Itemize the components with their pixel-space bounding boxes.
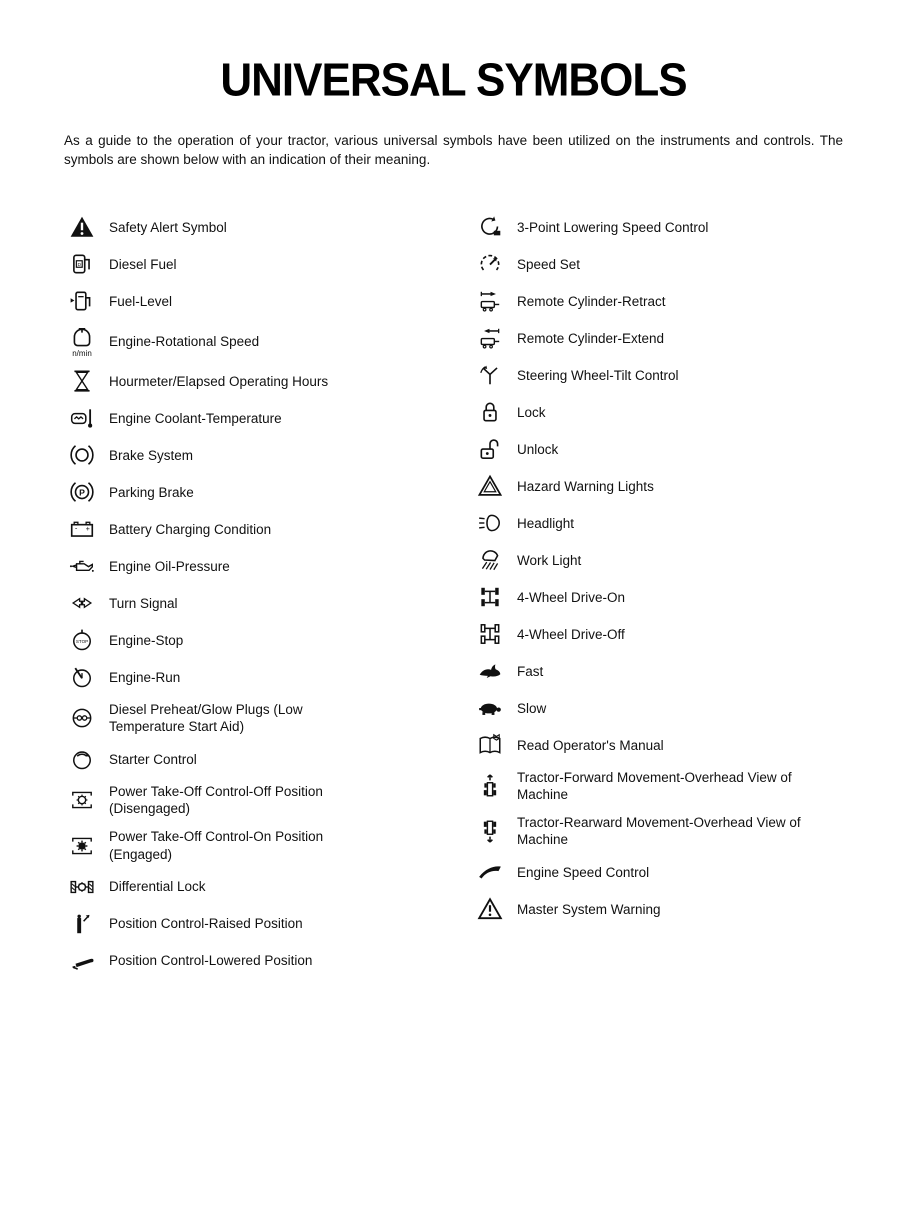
symbol-label: Engine-Rotational Speed: [109, 333, 260, 349]
svg-text:-: -: [74, 524, 78, 534]
symbol-row: [472, 859, 843, 886]
engine-coolant-temperature-icon: [64, 405, 100, 431]
symbol-row: [472, 547, 843, 574]
symbol-row: [472, 436, 843, 463]
svg-text:D: D: [77, 262, 82, 269]
symbol-label: Diesel Fuel: [109, 256, 177, 272]
symbol-label: Tractor-Forward Movement-Overhead View of Machine: [517, 769, 792, 803]
symbol-row: [472, 473, 843, 500]
symbol-row: [64, 479, 472, 506]
symbol-label: 3-Point Lowering Speed Control: [517, 219, 709, 235]
fuel-level-icon: [64, 288, 100, 314]
symbol-row: [472, 732, 843, 759]
symbol-label: Turn Signal: [109, 595, 178, 611]
symbol-row: [64, 947, 472, 974]
svg-text:+: +: [85, 526, 90, 534]
tractor-rearward-icon: [472, 818, 508, 844]
symbol-label: Power Take-Off Control-On Position (Engaged): [109, 828, 324, 862]
three-point-lowering-icon: [472, 214, 508, 240]
unlock-icon: [472, 436, 508, 462]
diesel-fuel-icon: [64, 251, 100, 277]
symbol-row: [472, 362, 843, 389]
glow-plug-icon: [64, 705, 100, 731]
engine-run-icon: [64, 664, 100, 690]
symbol-row: [64, 910, 472, 937]
symbol-label: Fuel-Level: [109, 293, 173, 309]
hourmeter-icon: [64, 368, 100, 394]
symbol-row: [64, 325, 472, 358]
symbol-label: Position Control-Raised Position: [109, 915, 303, 931]
symbol-label: Steering Wheel-Tilt Control: [517, 367, 679, 383]
remote-cylinder-retract-icon: [472, 288, 508, 314]
steering-tilt-icon: [472, 362, 508, 388]
symbol-row: [472, 325, 843, 352]
symbol-row: [64, 746, 472, 773]
symbol-row: [64, 873, 472, 900]
page-title: UNIVERSAL SYMBOLS: [220, 54, 687, 107]
safety-alert-icon: [64, 214, 100, 240]
symbol-row: [64, 516, 472, 543]
symbol-label: Diesel Preheat/Glow Plugs (Low Temperature Start Aid): [109, 701, 303, 735]
symbol-label: 4-Wheel Drive-Off: [517, 626, 625, 642]
symbol-label: Engine Oil-Pressure: [109, 558, 230, 574]
symbol-row: [64, 553, 472, 580]
symbol-label: 4-Wheel Drive-On: [517, 589, 626, 605]
symbol-row: [472, 251, 843, 278]
slow-icon: [472, 695, 508, 721]
lock-icon: [472, 399, 508, 425]
symbol-label: Engine Coolant-Temperature: [109, 410, 282, 426]
svg-text:P: P: [79, 487, 85, 498]
symbol-label: Read Operator's Manual: [517, 737, 664, 753]
symbol-label: Safety Alert Symbol: [109, 219, 227, 235]
symbol-label: Starter Control: [109, 751, 197, 767]
symbol-label: Headlight: [517, 515, 575, 531]
work-light-icon: [472, 547, 508, 573]
symbol-row: [472, 769, 843, 804]
symbol-label: Differential Lock: [109, 878, 206, 894]
symbol-row: [472, 621, 843, 648]
engine-speed-control-icon: [472, 859, 508, 885]
symbol-label: Remote Cylinder-Retract: [517, 293, 666, 309]
symbol-label: Tractor-Rearward Movement-Overhead View of Machine: [517, 814, 801, 848]
symbol-label: Work Light: [517, 552, 582, 568]
symbol-label: Fast: [517, 663, 544, 679]
starter-control-icon: [64, 746, 100, 772]
symbol-row: [472, 695, 843, 722]
symbol-label: Power Take-Off Control-Off Position (Disengaged): [109, 783, 323, 817]
symbol-label: Parking Brake: [109, 484, 194, 500]
symbol-column-right: [472, 214, 843, 933]
symbol-label: Remote Cylinder-Extend: [517, 330, 665, 346]
four-wheel-drive-on-icon: [472, 584, 508, 610]
position-raised-icon: [64, 911, 100, 937]
symbol-row: [64, 288, 472, 315]
intro-paragraph: As a guide to the operation of your tractor, various universal symbols have been utilized on the instruments and controls. The symbols are shown below with an indication of their meaning.: [64, 133, 843, 167]
symbol-label: Lock: [517, 404, 546, 420]
symbol-row: [472, 510, 843, 537]
brake-system-icon: [64, 442, 100, 468]
parking-brake-icon: [64, 479, 100, 505]
remote-cylinder-extend-icon: [472, 325, 508, 351]
symbol-row: [64, 783, 472, 818]
symbol-row: [64, 251, 472, 278]
symbol-row: [64, 590, 472, 617]
read-manual-icon: [472, 732, 508, 758]
symbol-row: [472, 658, 843, 685]
master-warning-icon: [472, 896, 508, 922]
symbol-label: Position Control-Lowered Position: [109, 952, 313, 968]
symbol-label: Engine Speed Control: [517, 864, 650, 880]
four-wheel-drive-off-icon: [472, 621, 508, 647]
pto-off-icon: [64, 787, 100, 813]
symbol-label: Slow: [517, 700, 547, 716]
symbol-column-left: [64, 214, 472, 984]
engine-oil-pressure-icon: [64, 553, 100, 579]
symbol-row: [472, 399, 843, 426]
symbol-row: [64, 627, 472, 654]
symbol-label: Speed Set: [517, 256, 581, 272]
symbol-row: [64, 664, 472, 691]
symbol-label: Hourmeter/Elapsed Operating Hours: [109, 373, 329, 389]
symbol-row: [64, 701, 472, 736]
symbol-row: [472, 896, 843, 923]
svg-text:STOP: STOP: [75, 639, 89, 645]
symbol-row: [472, 814, 843, 849]
symbol-row: [64, 368, 472, 395]
symbol-label: Brake System: [109, 447, 194, 463]
icon-caption: n/min: [72, 348, 92, 358]
tractor-forward-icon: [472, 773, 508, 799]
engine-stop-icon: [64, 627, 100, 653]
symbol-label: Engine-Run: [109, 669, 181, 685]
symbol-label: Hazard Warning Lights: [517, 478, 654, 494]
symbol-label: Engine-Stop: [109, 632, 184, 648]
symbol-label: Unlock: [517, 441, 559, 457]
differential-lock-icon: [64, 874, 100, 900]
symbol-label: Master System Warning: [517, 901, 661, 917]
turn-signal-icon: [64, 590, 100, 616]
symbol-columns: [64, 214, 843, 984]
speed-set-icon: [472, 251, 508, 277]
symbol-row: [64, 405, 472, 432]
hazard-warning-icon: [472, 473, 508, 499]
headlight-icon: [472, 510, 508, 536]
battery-charging-icon: [64, 516, 100, 542]
symbol-row: [64, 442, 472, 469]
symbol-label: Battery Charging Condition: [109, 521, 272, 537]
position-lowered-icon: [64, 948, 100, 974]
symbol-row: [472, 214, 843, 241]
pto-on-icon: [64, 833, 100, 859]
fast-icon: [472, 658, 508, 684]
symbol-row: [64, 828, 472, 863]
symbol-row: [472, 584, 843, 611]
symbol-row: [64, 214, 472, 241]
symbol-row: [472, 288, 843, 315]
engine-rotational-speed-icon: [64, 325, 100, 358]
